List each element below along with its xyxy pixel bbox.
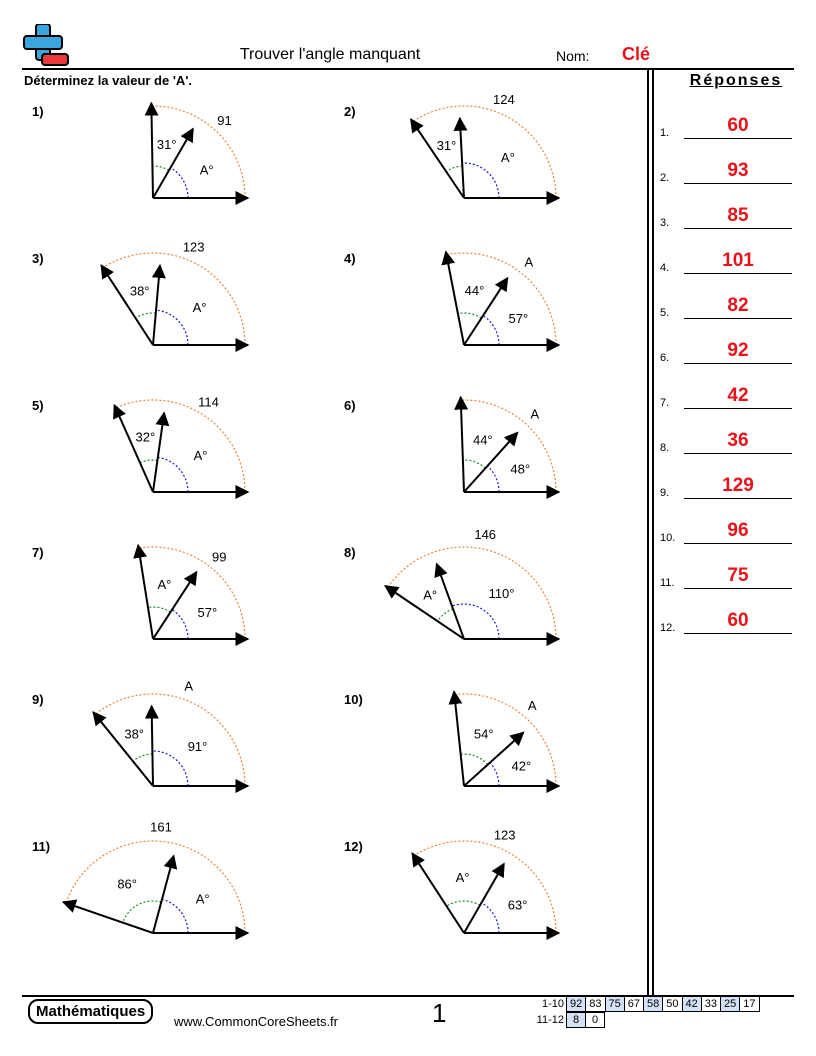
problem-number: 6) [344,398,356,413]
score-cell: 50 [663,996,682,1012]
outer-ray [93,712,153,786]
answer-row [660,430,792,454]
answer-line [684,408,792,409]
lower-angle-arc [482,903,500,933]
name-label: Nom: [556,48,590,64]
total-angle-label: 91 [217,113,232,129]
answer-value: 36 [727,430,749,451]
answer-number: 9. [660,487,670,499]
score-row [528,1012,760,1028]
score-cell: 67 [625,996,644,1012]
upper-angle-label: 38° [129,283,150,299]
outer-ray [446,252,464,345]
outer-arc [66,841,245,933]
middle-ray [437,564,464,639]
outer-ray [151,103,153,198]
upper-angle-label: 32° [135,429,156,445]
upper-angle-arc [447,901,480,906]
score-row-label: 1-10 [541,998,564,1010]
total-angle-label: 123 [182,239,205,255]
upper-angle-label: 44° [464,283,485,299]
answer-line [684,363,792,364]
upper-angle-label: A° [455,870,470,886]
answer-line [684,543,792,544]
total-angle-label: A [530,406,540,422]
score-cell: 25 [721,996,740,1012]
answer-number: 2. [660,172,670,184]
answer-number: 4. [660,262,670,274]
upper-angle-arc [148,607,170,612]
instructions: Déterminez la valeur de 'A'. [24,73,193,88]
answer-row [660,295,792,319]
upper-angle-label: 31° [436,137,457,153]
answer-row [660,205,792,229]
lower-angle-label: A° [199,162,214,178]
score-cell: 42 [683,996,702,1012]
problem-number: 12) [344,839,363,854]
answers-title: Réponses [689,72,783,89]
answer-value: 82 [727,295,749,316]
site-url: www.CommonCoreSheets.fr [174,1014,338,1029]
answer-value: 75 [727,565,749,586]
outer-ray [412,853,464,933]
column-divider [652,68,654,996]
answer-number: 10. [660,532,676,544]
answer-line [684,183,792,184]
upper-angle-arc [152,166,169,170]
answer-number: 5. [660,307,670,319]
lower-angle-arc [490,763,499,786]
upper-angle-arc [133,754,153,761]
lower-angle-label: 57° [197,604,218,620]
score-cell: 83 [586,996,605,1012]
problem-number: 9) [32,692,44,707]
answer-line [684,138,792,139]
answer-number: 11. [660,577,675,589]
column-divider [647,68,649,996]
score-cell: 92 [566,996,586,1012]
upper-angle-label: 86° [117,876,138,892]
brand-badge: Mathématiques [28,999,153,1024]
middle-ray [464,864,504,933]
upper-angle-arc [140,460,157,463]
score-row-label: 11-12 [536,1014,564,1026]
answer-value: 42 [727,385,749,406]
problem-number: 8) [344,545,356,560]
lower-angle-arc [452,604,499,639]
upper-angle-arc [458,313,482,318]
answer-line [684,273,792,274]
score-cell: 8 [566,1012,586,1028]
lower-angle-arc [462,163,499,198]
total-angle-label: A [524,254,534,270]
answer-row [660,160,792,184]
score-cell: 75 [606,996,625,1012]
answer-value: 93 [727,160,749,181]
problem-number: 3) [32,251,44,266]
middle-ray [153,856,174,933]
upper-angle-label: 44° [472,432,493,448]
problem-number: 1) [32,104,44,119]
upper-angle-arc [136,313,156,318]
lower-angle-label: 42° [511,758,532,774]
middle-ray [152,706,153,786]
lower-angle-arc [162,899,188,933]
score-cell: 0 [586,1012,605,1028]
outer-ray [454,692,464,786]
middle-ray [153,265,160,345]
outer-arc [139,547,245,639]
problem-number: 2) [344,104,356,119]
lower-angle-arc [487,466,499,492]
answer-row [660,610,792,634]
upper-angle-arc [461,754,488,765]
answer-value: 60 [727,115,749,136]
upper-angle-arc [437,609,453,621]
answer-row [660,475,792,499]
lower-angle-arc [156,310,188,345]
total-angle-label: 114 [198,394,219,410]
lower-angle-arc [171,168,189,198]
total-angle-label: 123 [493,827,516,843]
problem-number: 7) [32,545,44,560]
upper-angle-label: A° [157,577,172,593]
answer-number: 3. [660,217,670,229]
name-value: Clé [622,44,651,64]
problem-number: 5) [32,398,44,413]
outer-ray [461,397,464,492]
lower-angle-label: 110° [488,585,515,601]
outer-ray [101,265,153,345]
upper-angle-label: A° [423,587,438,603]
outer-arc [446,253,556,345]
score-cell: 33 [702,996,721,1012]
answer-row [660,565,792,589]
upper-angle-arc [123,901,162,923]
outer-arc [388,547,556,639]
lower-angle-label: 57° [508,310,529,326]
answer-number: 6. [660,352,670,364]
answer-line [684,498,792,499]
outer-ray [138,545,153,639]
answer-value: 85 [727,205,749,226]
lower-angle-label: A° [500,150,515,166]
lower-angle-label: 91° [187,738,208,754]
page-number: 1 [432,998,447,1028]
total-angle-label: 161 [150,819,172,835]
problem-number: 11) [32,839,51,854]
answer-value: 96 [727,520,749,541]
score-row [528,996,760,1012]
upper-angle-arc [446,166,462,171]
problem-number: 10) [344,692,363,707]
answer-line [684,588,792,589]
total-angle-label: A [184,678,194,694]
lower-angle-label: A° [193,447,208,463]
outer-ray [63,902,153,933]
problem-number: 4) [344,251,356,266]
upper-angle-label: 54° [473,726,494,742]
upper-angle-label: 31° [156,136,177,152]
answer-line [684,318,792,319]
answer-row [660,340,792,364]
page-title: Trouver l'angle manquant [239,46,421,63]
answer-row [660,250,792,274]
upper-angle-label: 38° [124,726,145,742]
lower-angle-arc [158,457,188,492]
outer-arc [454,694,556,786]
answer-number: 7. [660,397,670,409]
answer-number: 8. [660,442,670,454]
outer-arc [116,400,245,492]
score-cell: 17 [740,996,759,1012]
lower-angle-arc [483,316,499,345]
lower-angle-label: A° [195,891,210,907]
upper-angle-arc [463,460,486,468]
answer-value: 60 [727,610,749,631]
score-cell: 58 [644,996,663,1012]
answer-value: 129 [722,475,754,496]
answer-line [684,228,792,229]
total-angle-label: A [527,698,537,714]
outer-arc [95,694,245,786]
lower-angle-label: A° [192,299,207,315]
total-angle-label: 146 [474,527,497,543]
middle-ray [153,413,164,492]
score-table [528,996,760,1028]
lower-angle-label: 63° [507,897,528,913]
outer-ray [411,119,464,198]
lower-angle-arc [152,751,188,786]
answer-value: 101 [722,250,754,271]
answer-row [660,385,792,409]
answer-line [684,633,792,634]
answer-row [660,520,792,544]
answer-number: 12. [660,622,676,634]
total-angle-label: 99 [212,549,227,565]
answer-number: 1. [660,127,670,139]
lower-angle-label: 48° [510,461,531,477]
middle-ray [460,118,464,198]
answer-value: 92 [727,340,749,361]
answer-line [684,453,792,454]
total-angle-label: 124 [493,92,515,108]
lower-angle-arc [172,610,188,639]
outer-ray [114,405,153,492]
answer-row [660,115,792,139]
